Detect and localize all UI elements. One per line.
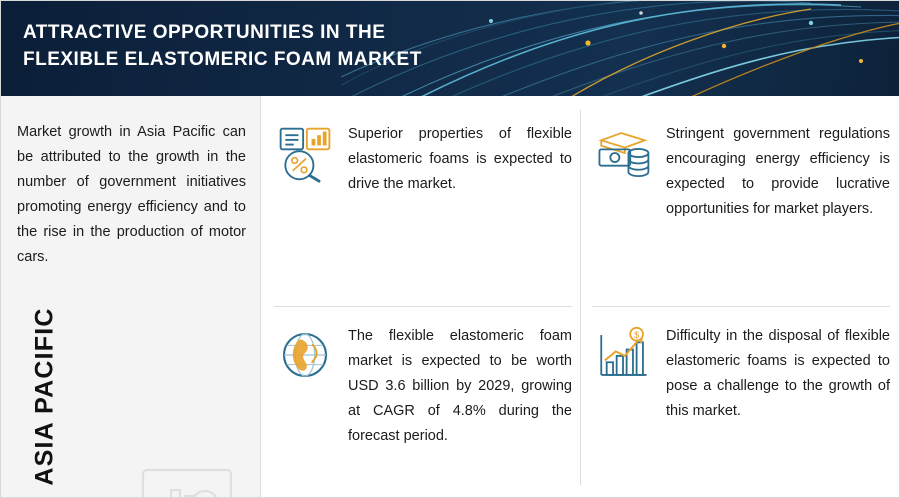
grid-divider-vertical [580,110,581,485]
page-title-line-2: FLEXIBLE ELASTOMERIC FOAM MARKET [23,49,422,70]
insight-text: Stringent government regulations encouraging energy efficiency is expected to provide lucrative opportunities for market players. [666,126,890,217]
insight-card-government-regulations [590,120,890,222]
content-area [1,96,900,498]
insight-card-superior-properties [272,120,572,197]
globe-icon [272,322,338,388]
insight-card-disposal-challenge [590,322,890,424]
presentation-chart-magnifier-icon [125,456,249,498]
insights-grid [260,96,900,498]
bar-chart-growth-dollar-icon [590,322,656,388]
grid-divider-horizontal-right [592,306,890,307]
page-title [23,19,583,73]
region-label: ASIA PACIFIC [30,307,59,486]
money-coins-icon [590,120,656,186]
header-banner [1,1,900,96]
insight-text: Superior properties of flexible elastomeric foams is expected to drive the market. [348,126,572,192]
insight-text: The flexible elastomeric foam market is expected to be worth USD 3.6 billion by 2029, growing at CAGR of 4.8% during the forecast period. [348,328,572,444]
svg-text:$: $ [634,329,640,340]
region-description: Market growth in Asia Pacific can be attributed to the growth in the number of government initiatives promoting energy efficiency and to the rise in the production of motor cars. [17,124,246,265]
analytics-chart-magnifier-icon [272,120,338,186]
page-title-line-1: ATTRACTIVE OPPORTUNITIES IN THE [23,22,386,43]
grid-divider-horizontal-left [274,306,572,307]
left-panel [1,96,261,498]
insight-text: Difficulty in the disposal of flexible elastomeric foams is expected to pose a challenge to the growth of this market. [666,328,890,419]
insight-card-market-value-forecast [272,322,572,449]
